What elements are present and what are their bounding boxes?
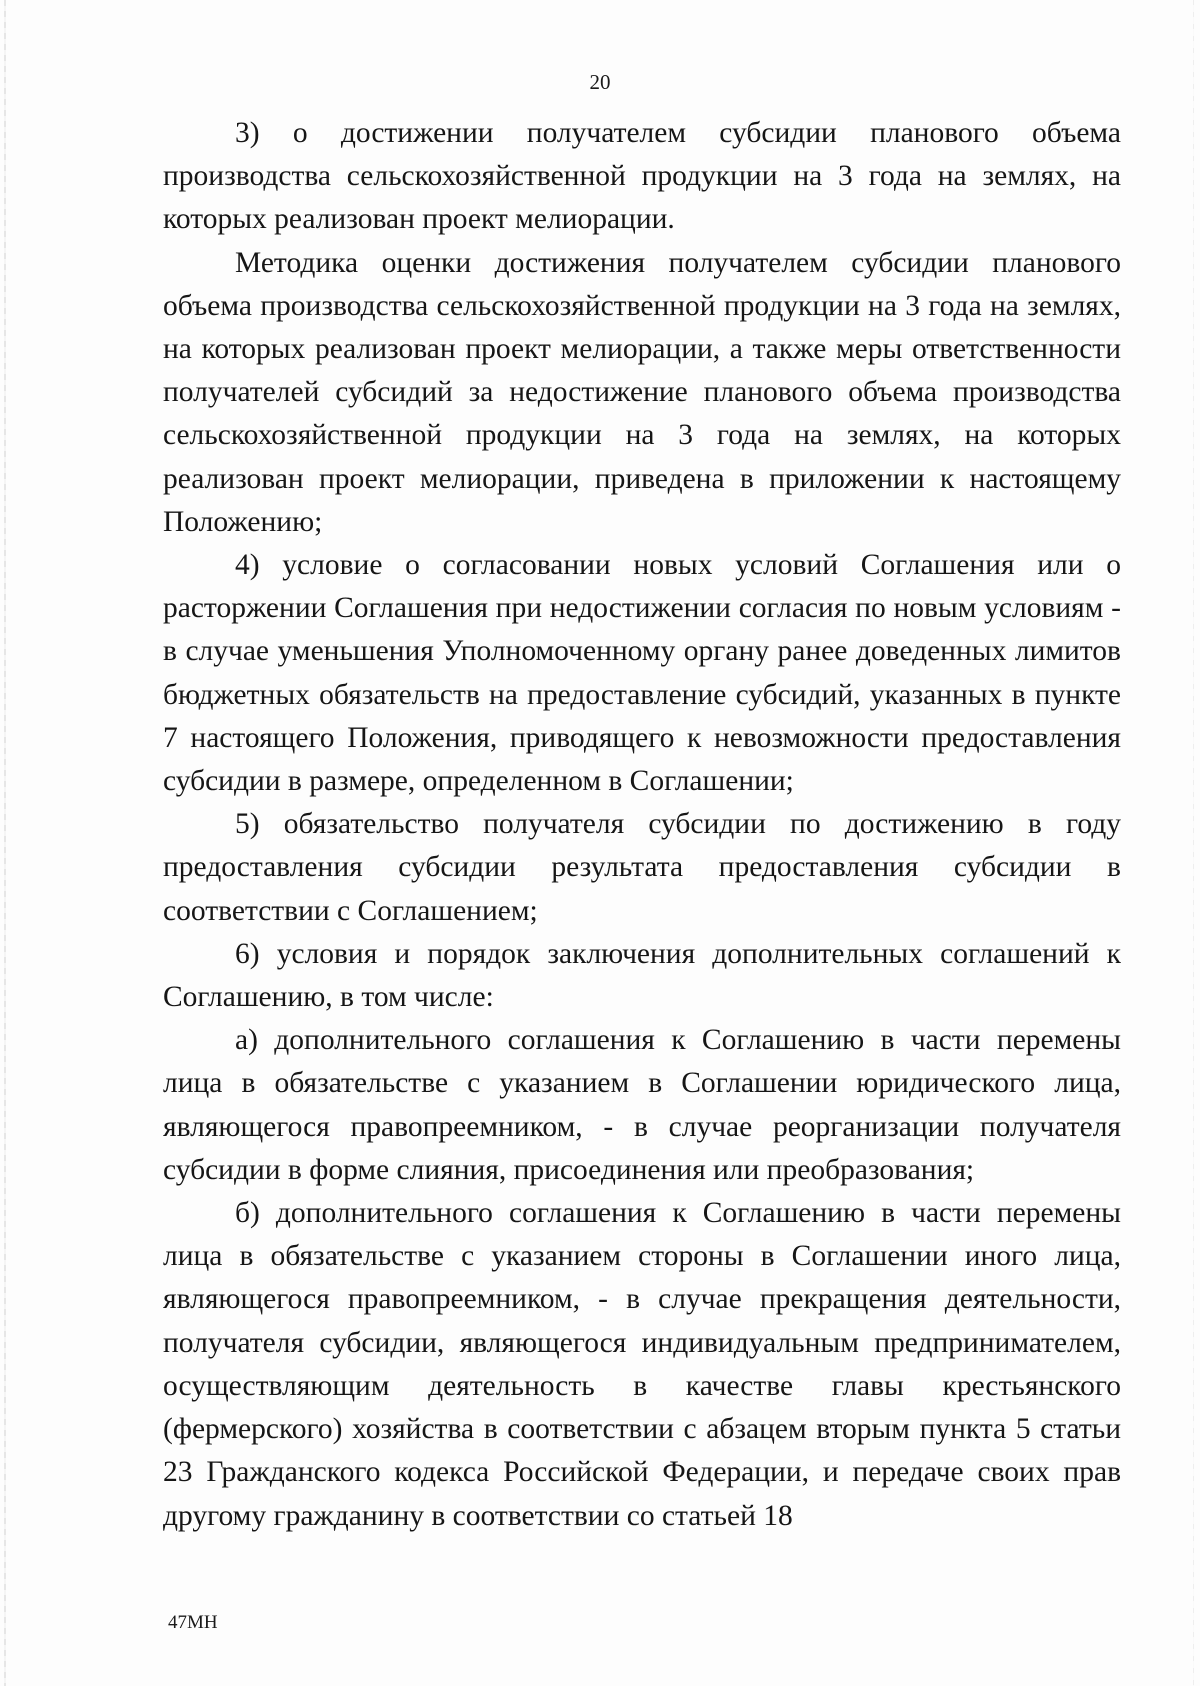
paragraph-item-4: 4) условие о согласовании новых условий Соглашения или о расторжении Соглашения при недостижении согласия по новым условиям - в случае уменьшения Уполномоченному органу ранее доведенных лимитов бюджетных обязательств на предоставление субсидий, указанных в пункте 7 настоящего Положения, приводящего к невозможности предоставления субсидии в размере, определенном в Соглашении;: [163, 549, 1121, 798]
paragraph-methodology: Методика оценки достижения получателем субсидии планового объема производства сельскохозяйственной продукции на 3 года на землях, на которых реализован проект мелиорации, а также меры ответственности получателей субсидий за недостижение планового объема производства сельскохозяйственной продукции на 3 года на землях, на которых реализован проект мелиорации, приведена в приложении к настоящему Положению;: [163, 246, 1121, 538]
scan-edge-left: [4, 0, 6, 1686]
paragraph-item-5: 5) обязательство получателя субсидии по достижению в году предоставления субсидии результата предоставления субсидии в соответствии с Соглашением;: [163, 808, 1121, 927]
footer-code: 47МН: [168, 1612, 218, 1633]
page-number: 20: [589, 70, 611, 94]
paragraph-item-3: 3) о достижении получателем субсидии планового объема производства сельскохозяйственной продукции на 3 года на землях, на которых реализован проект мелиорации.: [163, 117, 1121, 236]
paragraph-subitem-b: б) дополнительного соглашения к Соглашению в части перемены лица в обязательстве с указанием стороны в Соглашении иного лица, являющегося правопреемником, - в случае прекращения деятельности, получателя субсидии, являющегося индивидуальным предпринимателем, осуществляющим деятельность в качестве главы крестьянского (фермерского) хозяйства в соответствии с абзацем вторым пункта 5 статьи 23 Гражданского кодекса Российской Федерации, и передаче своих прав другому гражданину в соответствии со статьей 18: [163, 1197, 1121, 1532]
scan-edge-right: [1193, 0, 1194, 1686]
paragraph-item-6: 6) условия и порядок заключения дополнительных соглашений к Соглашению, в том числе:: [163, 937, 1121, 1014]
paragraph-subitem-a: а) дополнительного соглашения к Соглашению в части перемены лица в обязательстве с указанием в Соглашении юридического лица, являющегося правопреемником, - в случае реорганизации получателя субсидии в форме слияния, присоединения или преобразования;: [163, 1024, 1121, 1186]
body-text: [163, 112, 1121, 1538]
